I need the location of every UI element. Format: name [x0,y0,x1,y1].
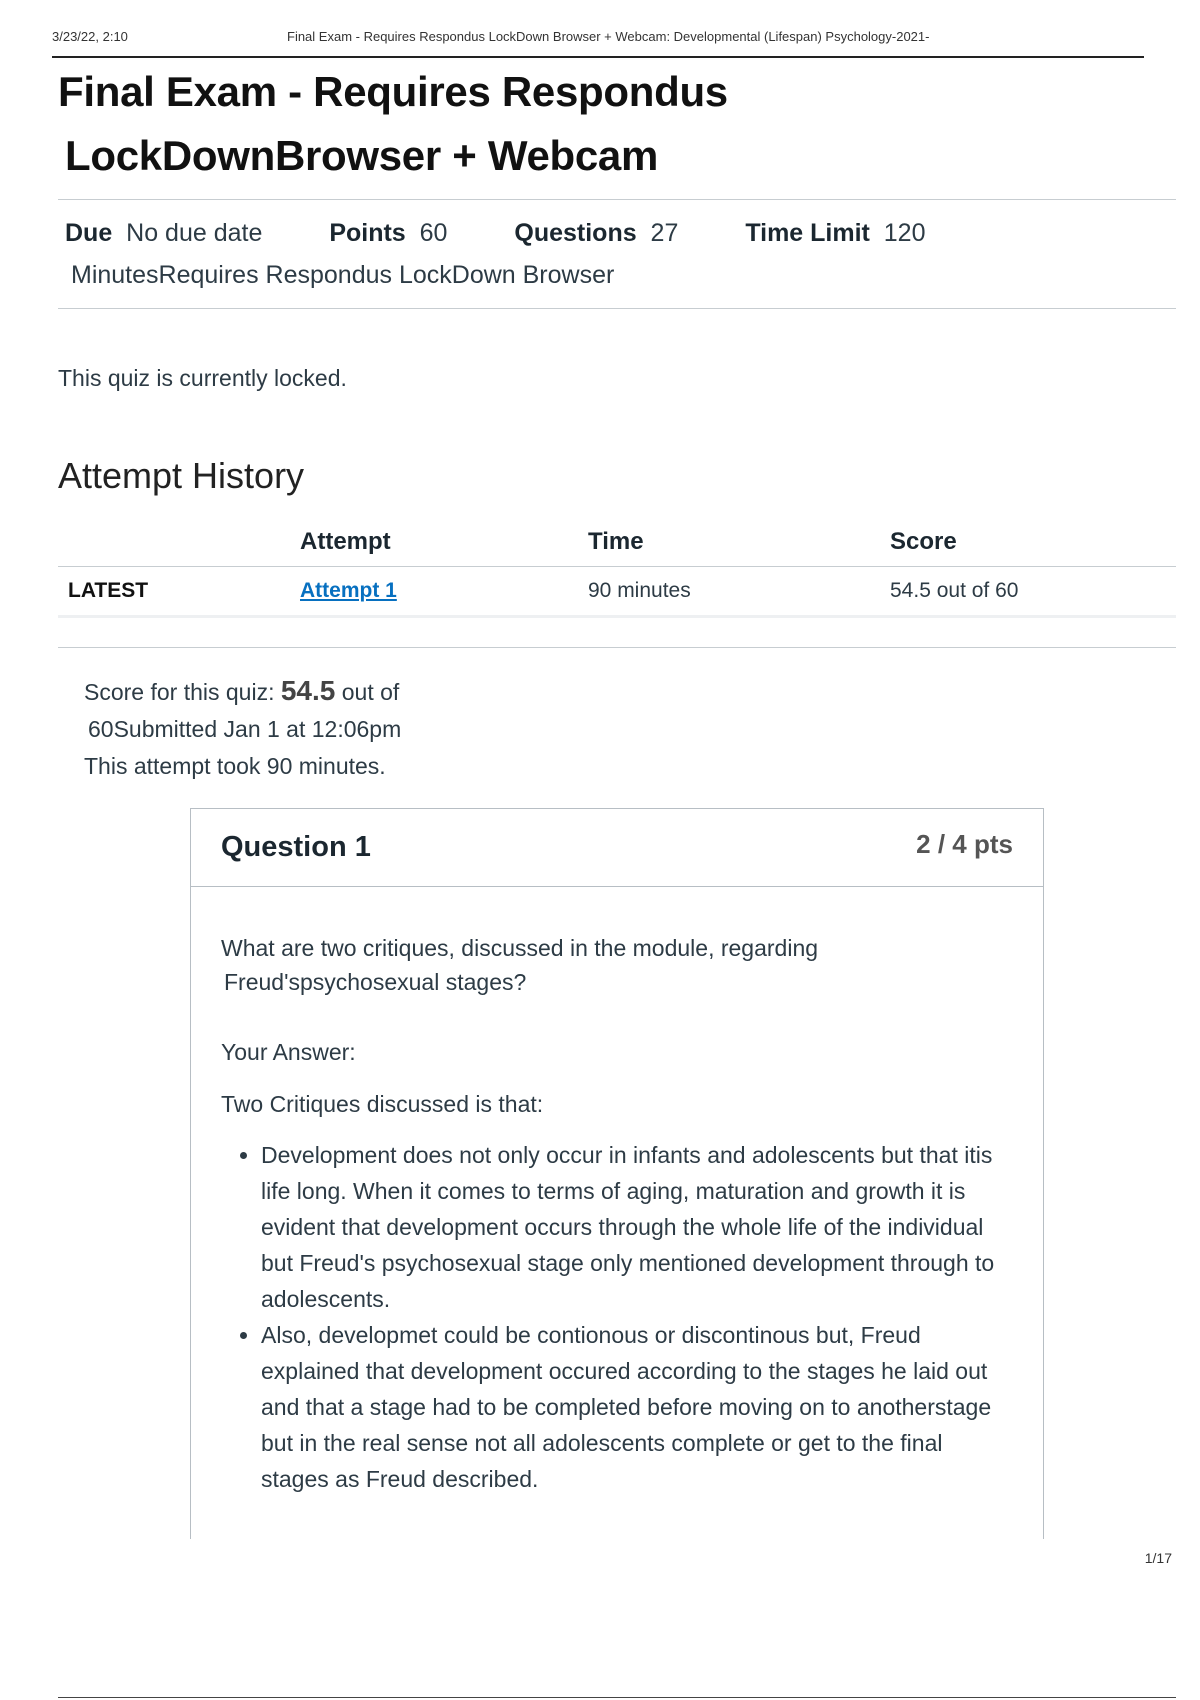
question-points: 2 / 4 pts [916,829,1013,859]
divider [58,308,1176,309]
attempt-history-table [58,520,1176,618]
column-header: Time [578,520,880,567]
time-limit-detail: Time Limit 120 [745,219,926,247]
score-summary: Score for this quiz: 54.5 out of 60Submitted Jan 1 at 12:06pm This attempt took 90 minutes. [84,672,401,785]
divider [58,199,1176,200]
question-prompt: What are two critiques, discussed in the module, regarding [221,935,819,961]
divider [58,647,1176,648]
score-cell: 54.5 out of 60 [880,567,1176,617]
attempt-cell [290,567,578,617]
points-detail: Points 60 [329,219,448,247]
your-answer-label: Your Answer: [221,1039,356,1065]
list-item: • Also, developmet could be contionous or discontinous but, Freud explained that development occured according to the stages he laid out and that a stage had to be completed before moving on to anotherstage but in the real sense not all adolescents complete or get to the final stages as Freud described. [261,1317,1013,1497]
print-date: 3/23/22, 2:10 [52,29,128,44]
page-number: 1/17 [1144,1550,1172,1566]
print-page-title: Final Exam - Requires Respondus LockDown Browser + Webcam: Developmental (Lifespan) Psychology-2021- [287,29,930,44]
attempt-duration: This attempt took 90 minutes. [84,753,386,779]
page-title [58,60,958,188]
attempt-history-heading: Attempt History [58,455,305,496]
locked-message: This quiz is currently locked. [58,365,347,391]
answer-list [221,1137,1013,1497]
due-detail: Due No due date [65,219,263,247]
questions-detail: Questions 27 [514,219,679,247]
question-title: Question 1 [221,831,371,863]
quiz-score: 54.5 [280,675,336,706]
title-line-1: Final Exam - Requires Respondus [58,68,728,115]
column-header [58,520,290,567]
table-row [58,567,1176,617]
question-header [191,809,1043,887]
divider [58,1697,1176,1698]
question-card [190,808,1044,1539]
question-body [191,887,1043,1497]
answer-intro: Two Critiques discussed is that: [221,1091,544,1117]
table-header-row [58,520,1176,567]
title-line-2: LockDownBrowser + Webcam [65,132,659,179]
attempt-1-link[interactable]: Attempt 1 [300,579,397,602]
quiz-details [65,212,1165,296]
submitted-line: 60Submitted Jan 1 at 12:06pm [88,716,402,742]
print-header [52,26,1144,58]
latest-label: LATEST [58,567,290,617]
column-header: Attempt [290,520,578,567]
details-line-2: MinutesRequires Respondus LockDown Browser [71,261,615,289]
time-cell: 90 minutes [578,567,880,617]
column-header: Score [880,520,1176,567]
question-prompt-line-2: Freud'spsychosexual stages? [224,969,527,995]
list-item: • Development does not only occur in infants and adolescents but that itis life long. When it comes to terms of aging, maturation and growth it is evident that development occurs through the whole life of the individual but Freud's psychosexual stage only mentioned development through to adolescents. [261,1137,1013,1317]
